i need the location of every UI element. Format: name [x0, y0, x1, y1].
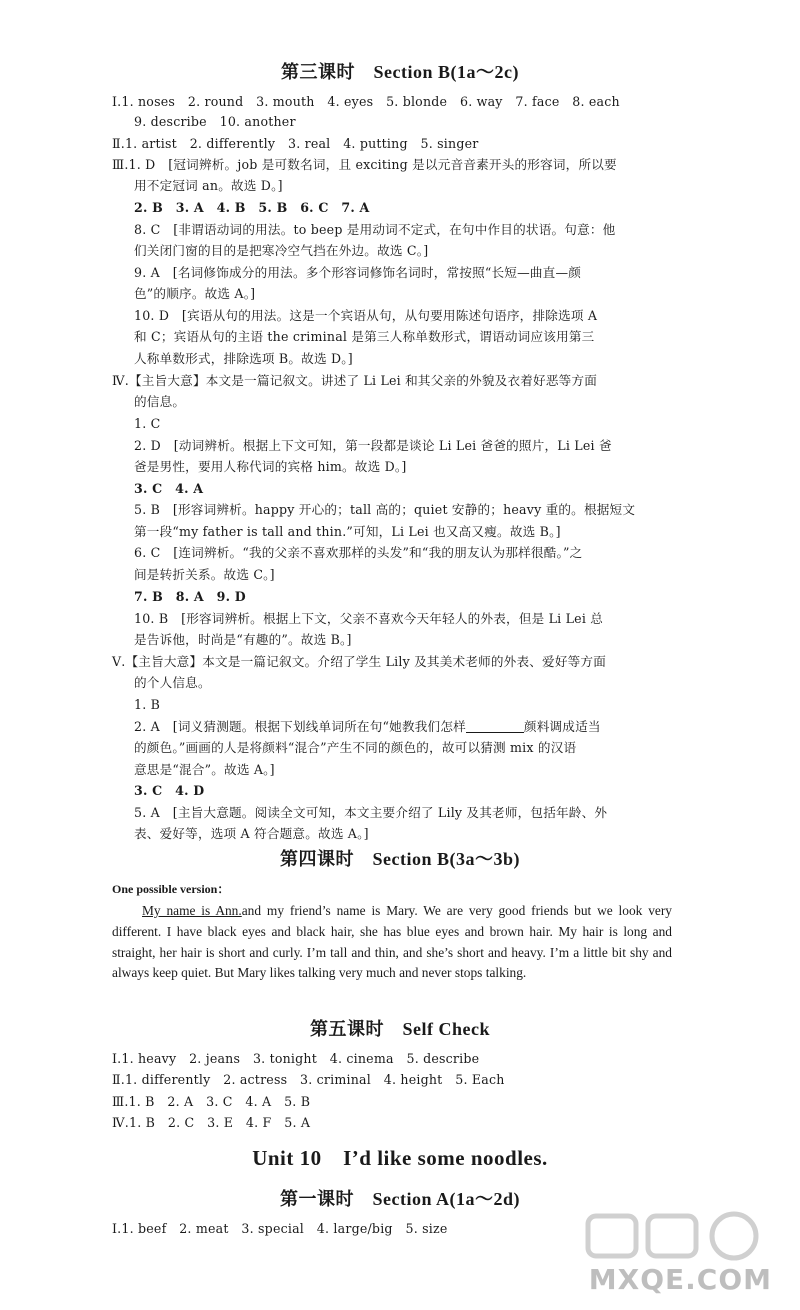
answer-line: 第一段“my father is tall and thin.”可知，Li Lei 也又高又瘦。故选 B。]: [134, 524, 561, 539]
answer-line: 爸是男性，要用人称代词的宾格 him。故选 D。]: [134, 459, 407, 474]
answer-line: Ⅱ.1. artist 2. differently 3. real 4. putting 5. singer: [112, 136, 479, 151]
section-title-b1: 第三课时 Section B(1a～2c): [281, 62, 519, 82]
answer-line: Ⅲ.1. D [冠词辨析。job 是可数名词，且 exciting 是以元音音素开头的形容词，所以要: [112, 157, 617, 172]
answer-line: 色”的顺序。故选 A。]: [134, 286, 256, 301]
answer-line: 间是转折关系。故选 C。]: [134, 567, 275, 582]
section-title-a1: 第一课时 Section A(1a～2d): [280, 1189, 520, 1209]
answer-line: [134, 717, 601, 737]
answer-line: 是告诉他，时尚是“有趣的”。故选 B。]: [134, 632, 352, 647]
answer-line: 人称单数形式，排除选项 B。故选 D。]: [134, 351, 353, 366]
answer-line: 和 C；宾语从句的主语 the criminal 是第三人称单数形式，谓语动词应该用第三: [134, 329, 595, 344]
answer-line: 2. B 3. A 4. B 5. B 6. C 7. A: [134, 200, 370, 215]
answer-line: Ⅰ.1. beef 2. meat 3. special 4. large/big 5. size: [112, 1221, 448, 1236]
section-title-b2: 第四课时 Section B(3a～3b): [280, 849, 520, 869]
answer-line: 表、爱好等，选项 A 符合题意。故选 A。]: [134, 826, 369, 841]
answer-line: 7. B 8. A 9. D: [134, 589, 246, 604]
answer-line: 用不定冠词 an。故选 D。]: [134, 178, 283, 193]
answer-line: 8. C [非谓语动词的用法。to beep 是用动词不定式，在句中作目的状语。句意：他: [134, 222, 616, 237]
answer-line: 6. C [连词辨析。“我的父亲不喜欢那样的头发”和“我的朋友认为那样很酷。”之: [134, 545, 583, 560]
answer-line: 1. C: [134, 416, 161, 431]
answer-line: Ⅱ.1. differently 2. actress 3. criminal 4. height 5. Each: [112, 1072, 505, 1087]
answer-line: 的信息。: [134, 394, 186, 409]
answer-line: 们关闭门窗的目的是把寒冷空气挡在外边。故选 C。]: [134, 243, 429, 258]
answer-line: 的个人信息。: [134, 675, 211, 690]
unit-title: Unit 10 I’d like some noodles.: [252, 1146, 548, 1170]
answer-line: Ⅲ.1. B 2. A 3. C 4. A 5. B: [112, 1094, 311, 1109]
answer-text: 2. A [词义猜测题。根据下划线单词所在句“她教我们怎样: [134, 719, 466, 734]
blank-underline: [466, 720, 524, 733]
answer-line: 10. D [宾语从句的用法。这是一个宾语从句，从句要用陈述句语序，排除选项 A: [134, 308, 598, 323]
answer-line: Ⅰ.1. noses 2. round 3. mouth 4. eyes 5. blonde 6. way 7. face 8. each: [112, 94, 620, 109]
answer-line: 3. C 4. A: [134, 481, 204, 496]
answer-line: 的颜色。”画画的人是将颜料“混合”产生不同的颜色的，故可以猜测 mix 的汉语: [134, 740, 577, 755]
answer-line: Ⅳ.1. B 2. C 3. E 4. F 5. A: [112, 1115, 311, 1130]
answer-line: 意思是“混合”。故选 A。]: [134, 762, 275, 777]
answer-text: 颜料调成适当: [523, 719, 601, 734]
essay-underlined: My name is Ann.: [142, 903, 242, 918]
answer-line: 9. A [名词修饰成分的用法。多个形容词修饰名词时，常按照“长短—曲直—颜: [134, 265, 582, 280]
watermark-text: MXQE.COM: [588, 1263, 772, 1296]
answer-line: Ⅰ.1. heavy 2. jeans 3. tonight 4. cinema 5. describe: [112, 1051, 480, 1066]
essay-paragraph: [112, 901, 672, 984]
answer-line: 9. describe 10. another: [134, 114, 296, 129]
answer-line: Ⅴ.【主旨大意】本文是一篇记叙文。介绍了学生 Lily 及其美术老师的外表、爱好等方面: [112, 654, 607, 669]
answer-line: 1. B: [134, 697, 161, 712]
answer-line: Ⅳ.【主旨大意】本文是一篇记叙文。讲述了 Li Lei 和其父亲的外貌及衣着好恶等方面: [112, 373, 598, 388]
answer-line: 5. A [主旨大意题。阅读全文可知，本文主要介绍了 Lily 及其老师，包括年龄、外: [134, 805, 608, 820]
answer-line: 3. C 4. D: [134, 783, 205, 798]
section-title-self-check: 第五课时 Self Check: [310, 1019, 490, 1039]
answer-line: 5. B [形容词辨析。happy 开心的；tall 高的；quiet 安静的；heavy 重的。根据短文: [134, 502, 636, 517]
essay-text: and my friend’s name is Mary. We are very good friends but we look very different. I have black eyes and black hair, she has blue eyes and brown hair. My hair is long and straight, her hair is short and curly. I’m tall and thin, and she’s short and heavy. I’m a little bit shy and always keep quiet. But Mary likes talking very much and never stops talking.: [112, 903, 672, 981]
answer-line: 2. D [动词辨析。根据上下文可知，第一段都是谈论 Li Lei 爸爸的照片，Li Lei 爸: [134, 438, 612, 453]
essay-label: One possible version：: [112, 882, 230, 896]
answer-line: 10. B [形容词辨析。根据上下文，父亲不喜欢今天年轻人的外表，但是 Li Lei 总: [134, 611, 604, 626]
